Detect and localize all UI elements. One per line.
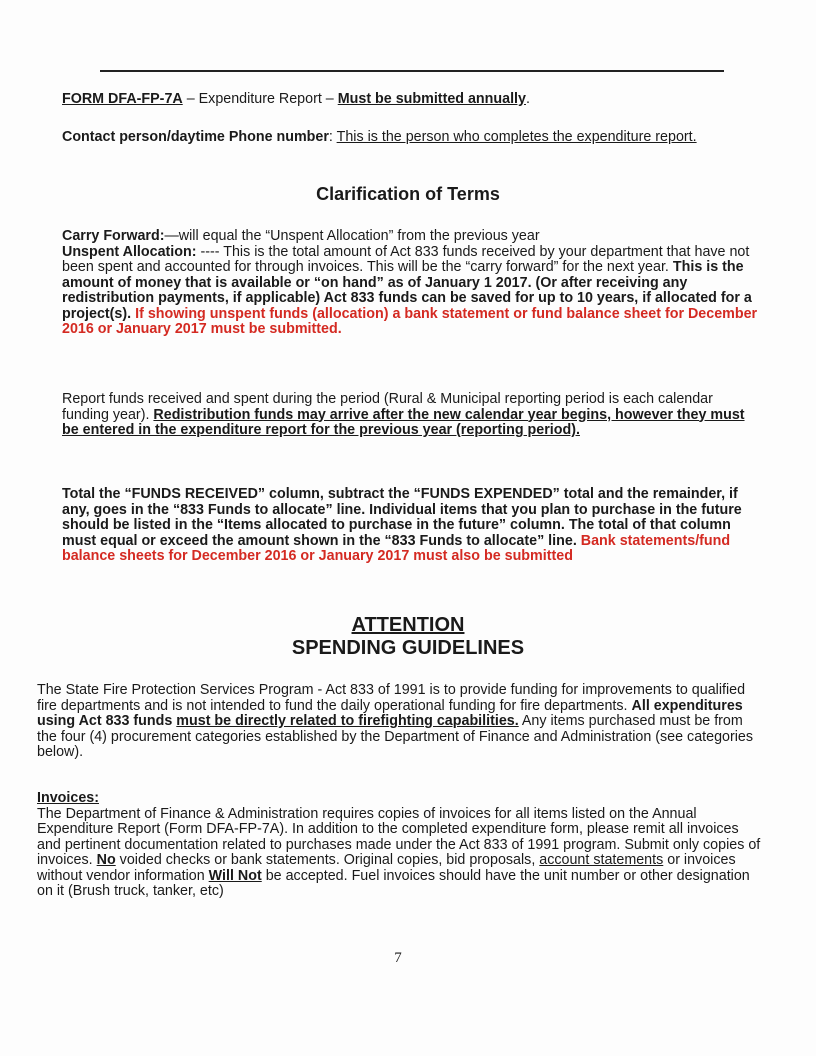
contact-label: Contact person/daytime Phone number: [62, 129, 329, 145]
program-text: The State Fire Protection Services Program - Act 833 of 1991 is to provide funding for improvements to qualified fire departments and is not intended to fund the daily operational funding for fire departments.: [37, 682, 746, 714]
invoices-text-1: The Department of Finance & Administration requires copies of invoices for all items listed on the Annual Expenditure Report (Form DFA-FP-7A). In addition to the completed expenditure form, please remit all invoices and pertinent documentation related to purchases made under the Act 833 of 1991 program. Submit only copies of invoices.: [37, 805, 761, 868]
carry-forward-text: —will equal the “Unspent Allocation” from the previous year: [164, 228, 540, 244]
unspent-allocation-red-notice: If showing unspent funds (allocation) a bank statement or fund balance sheet for December 2016 or January 2017 must be submitted.: [62, 305, 758, 337]
clarification-heading: Clarification of Terms: [316, 184, 500, 204]
total-funds-paragraph: [62, 487, 762, 565]
invoices-heading: Invoices:: [37, 790, 99, 806]
carry-forward-label: Carry Forward:: [62, 228, 165, 244]
firefighting-capabilities-requirement: must be directly related to firefighting capabilities.: [176, 713, 519, 729]
unspent-allocation-label: Unspent Allocation:: [62, 243, 197, 260]
invoices-text-3: or invoices without vendor information: [37, 852, 736, 884]
page-number: 7: [394, 950, 402, 966]
invoices-text-4: be accepted. Fuel invoices should have the unit number or other designation on it (Brush truck, tanker, etc): [37, 867, 750, 899]
no-emphasis: No: [96, 852, 116, 868]
form-description: – Expenditure Report –: [182, 91, 338, 107]
act-833-expenditures: All expenditures using Act 833 funds: [37, 697, 743, 729]
unspent-allocation-definition: [62, 245, 762, 338]
invoices-section: [37, 791, 765, 900]
contact-description: This is the person who completes the expenditure report.: [336, 129, 697, 145]
account-statements-text: account statements: [539, 852, 664, 868]
report-funds-paragraph: [62, 392, 762, 439]
redistribution-funds-notice: Redistribution funds may arrive after the new calendar year begins, however they must be entered in the expenditure report for the previous year (reporting period).: [62, 406, 745, 438]
form-id: FORM DFA-FP-7A: [62, 91, 183, 107]
top-divider-line: [100, 70, 724, 72]
unspent-allocation-bold-text: This is the amount of money that is available or “on hand” as of January 1 2017. (Or after receiving any redistribution payments, if applicable) Act 833 funds can be saved for up to 10 years, if allocated for a project(s).: [62, 259, 752, 322]
spending-guidelines-heading: SPENDING GUIDELINES: [291, 637, 525, 659]
contact-line: [62, 130, 762, 146]
report-funds-text: Report funds received and spent during the period (Rural & Municipal reporting period is each calendar funding year).: [62, 391, 713, 423]
form-line: [62, 92, 762, 108]
must-submit-annually: Must be submitted annually: [337, 91, 526, 107]
bank-statements-notice: Bank statements/fund balance sheets for December 2016 or January 2017 must also be submitted: [62, 532, 731, 564]
program-paragraph: [37, 683, 765, 761]
attention-heading: ATTENTION: [351, 614, 465, 636]
carry-forward-definition: [62, 229, 762, 245]
contact-colon: :: [328, 129, 337, 145]
total-funds-instructions: Total the “FUNDS RECEIVED” column, subtract the “FUNDS EXPENDED” total and the remainder, if any, goes in the “833 Funds to allocate” line. Individual items that you plan to purchase in the future should be listed in the “Items allocated to purchase in the future” column. The total of that column must equal or exceed the amount shown in the “833 Funds to allocate” line.: [62, 486, 742, 549]
unspent-allocation-text: ---- This is the total amount of Act 833 funds received by your department that have not been spent and accounted for through invoices. This will be the “carry forward” for the next year.: [62, 243, 750, 275]
procurement-categories-text: Any items purchased must be from the four (4) procurement categories established by the Department of Finance and Administration (see categories below).: [37, 713, 754, 760]
form-line-period: .: [525, 91, 530, 107]
invoices-paragraph: [37, 807, 765, 900]
definitions-block: [62, 229, 762, 338]
invoices-text-2: voided checks or bank statements. Original copies, bid proposals,: [119, 852, 536, 868]
will-not-emphasis: Will Not: [208, 867, 262, 884]
